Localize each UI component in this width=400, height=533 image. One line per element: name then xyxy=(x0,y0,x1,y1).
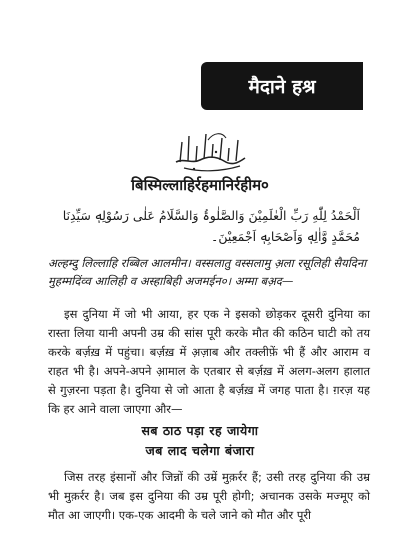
chapter-title: मैदाने हश्र xyxy=(248,76,316,98)
body-paragraph-2: जिस तरह इंसानों और जिन्नों की उम्रें मुक़र्रर हैं; उसी तरह दुनिया की उम्र भी मुक़र्रर है। जब इस दुनिया की उम्र पूरी होगी; अचानक उसके मज्मूए को मौत आ जाएगी। एक-एक आदमी के चले जाने को मौत और पूरी xyxy=(48,470,370,522)
transliteration-text: अल्हम्दु लिल्लाहि रब्बिल आलमीन। वस्सलातु वस्सलामु अ़ला रसूलिही सैयदिना मुहम्मदिंव्व आलिही व अस्हाबिही अजमईन०। अम्मा बअ़द— xyxy=(48,256,367,288)
arabic-invocation: اَلْحَمْدُ لِلّٰهِ رَبِّ الْعٰلَمِیْنَ وَالصَّلٰوۃُ وَالسَّلَامُ عَلٰی رَسُوْلِهٖ سَیِّدِنَا مُحَمَّدٍ وَّاٰلِهٖ وَاَصْحَابِهٖ اَجْمَعِیْنَ۔ xyxy=(62,208,360,244)
verse-line-2: जब लाद चलेगा बंजारा xyxy=(145,443,255,458)
bismillah-heading: बिस्मिल्लाहिर्रहमानिर्रहीम० xyxy=(131,176,269,194)
verse-line-1: सब ठाठ पड़ा रह जायेगा xyxy=(141,423,259,438)
body-paragraph-1: इस दुनिया में जो भी आया, हर एक ने इसको छोड़कर दूसरी दुनिया का रास्ता लिया यानी अपनी उम्र की सांस पूरी करके मौत की कठिन घाटी को तय करके बर्ज़ख़ में पहुंचा। बर्ज़ख़ में अ़ज़ाब और तक्लीफ़ें भी हैं और आराम व राहत भी है। अपने-अपने आ़माल के एतबार से बर्ज़ख़ में अलग-अलग हालात से गुज़रना पड़ता है। दुनिया से जो आता है बर्ज़ख़ में जगह पाता है। ग़रज़ यह कि हर आने वाला जाएगा और— xyxy=(48,307,370,416)
chapter-title-banner xyxy=(201,62,363,110)
bismillah-calligraphy-icon xyxy=(170,128,250,174)
